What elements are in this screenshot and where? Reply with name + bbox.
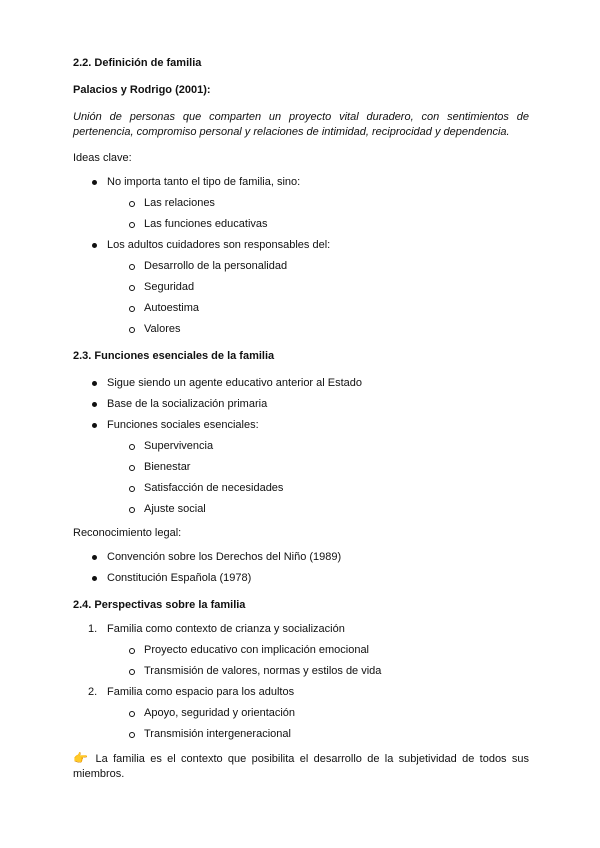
circle-bullet-icon [129, 201, 135, 207]
list-item: No importa tanto el tipo de familia, sino: [73, 172, 529, 193]
legal-list [73, 547, 529, 589]
circle-bullet-icon [129, 222, 135, 228]
sub-list-item: Autoestima [73, 298, 529, 319]
numbered-list-item: 1. Familia como contexto de crianza y socialización [88, 623, 345, 635]
circle-bullet-icon [129, 285, 135, 291]
sub-list-item: Valores [73, 319, 529, 340]
circle-bullet-icon [129, 669, 135, 675]
sub-list-item: Transmisión intergeneracional [73, 724, 529, 745]
bullet-icon [92, 555, 97, 560]
circle-bullet-icon [129, 711, 135, 717]
legal-label: Reconocimiento legal: [73, 527, 182, 539]
list-item: Convención sobre los Derechos del Niño (1989) [73, 547, 529, 568]
sub-list-item: Ajuste social [73, 499, 529, 520]
sub-list-item: Satisfacción de necesidades [73, 478, 529, 499]
list-item: Los adultos cuidadores son responsables del: [73, 235, 529, 256]
sub-list-item: Desarrollo de la personalidad [73, 256, 529, 277]
circle-bullet-icon [129, 507, 135, 513]
sub-list-item: Las relaciones [73, 193, 529, 214]
sub-list-item: Bienestar [73, 457, 529, 478]
sub-list-item: Las funciones educativas [73, 214, 529, 235]
bullet-icon [92, 180, 97, 185]
circle-bullet-icon [129, 732, 135, 738]
section-heading-2-3: 2.3. Funciones esenciales de la familia [73, 350, 275, 362]
sub-list-item: Apoyo, seguridad y orientación [73, 703, 529, 724]
numbered-list-item: 2. Familia como espacio para los adultos [88, 686, 295, 698]
definition-quote: Unión de personas que comparten un proyecto vital duradero, con sentimientos de pertenencia, compromiso personal y relaciones de intimidad, reciprocidad y dependencia. [73, 111, 529, 138]
ideas-label: Ideas clave: [73, 152, 132, 164]
bullet-icon [92, 402, 97, 407]
circle-bullet-icon [129, 465, 135, 471]
bullet-icon [92, 243, 97, 248]
circle-bullet-icon [129, 264, 135, 270]
bullet-icon [92, 423, 97, 428]
section-heading-2-4: 2.4. Perspectivas sobre la familia [73, 599, 246, 611]
circle-bullet-icon [129, 444, 135, 450]
pointing-hand-icon: 👉 [73, 751, 91, 765]
sub-list-item: Seguridad [73, 277, 529, 298]
closing-statement: 👉 La familia es el contexto que posibilita el desarrollo de la subjetividad de todos sus miembros. [73, 751, 529, 780]
bullet-icon [92, 576, 97, 581]
document-page [73, 56, 529, 782]
functions-list [73, 373, 529, 520]
sub-list-item: Proyecto educativo con implicación emocional [73, 640, 529, 661]
ideas-list [73, 172, 529, 340]
sub-list-item: Transmisión de valores, normas y estilos de vida [73, 661, 529, 682]
author-reference: Palacios y Rodrigo (2001): [73, 84, 211, 96]
bullet-icon [92, 381, 97, 386]
list-item: Constitución Española (1978) [73, 568, 529, 589]
list-item: Funciones sociales esenciales: [73, 415, 529, 436]
list-item: Base de la socialización primaria [73, 394, 529, 415]
circle-bullet-icon [129, 648, 135, 654]
list-item: Sigue siendo un agente educativo anterior al Estado [73, 373, 529, 394]
section-heading-2-2: 2.2. Definición de familia [73, 57, 202, 69]
circle-bullet-icon [129, 306, 135, 312]
sub-list-item: Supervivencia [73, 436, 529, 457]
circle-bullet-icon [129, 327, 135, 333]
perspectives-list [73, 619, 529, 745]
circle-bullet-icon [129, 486, 135, 492]
